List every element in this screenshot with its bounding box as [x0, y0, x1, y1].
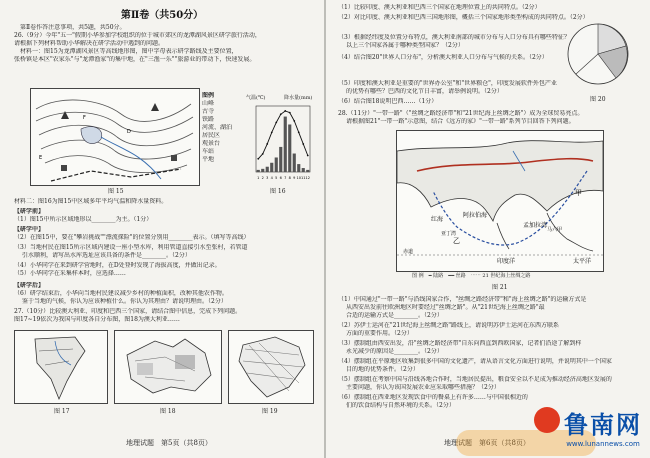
- question-2: （2）在图15中，要在"攀岩挑战""漂流探险"的位置分别用________表示。（填写等高线）: [14, 234, 250, 241]
- question-6b: 鉴于当地的气候，你认为应该种植什么。你认为其理由？请说明理由。（2分）: [22, 298, 227, 305]
- site-logo: [564, 405, 642, 448]
- question-28-5b: 主要问题，你认为该国发展农业应采取哪些措施？（2分）: [346, 384, 500, 391]
- precip-bar: [284, 117, 287, 172]
- legend-title: 图例: [202, 92, 215, 99]
- text-line: 材料一：图15为龙潭湖风景区等高线地形图，图中字母表示研学路线及主要位置，: [20, 48, 238, 55]
- fig15-legend: [202, 92, 242, 164]
- legend-item: 车站: [202, 148, 215, 155]
- logo-icon: [534, 407, 560, 433]
- month-tick-label: 8: [288, 176, 291, 180]
- text-line: （6）结合图18说明巴西……（1分）: [338, 98, 438, 105]
- fig18-caption: 图 18: [160, 408, 176, 415]
- fig16-precip-label: 降水量(mm): [284, 95, 313, 101]
- precip-bar: [275, 157, 278, 172]
- temperature-line: [258, 111, 308, 159]
- month-tick-label: 3: [266, 176, 269, 180]
- question-28-4: （4）摆制组在平原地区收集到很多中国的文化遗产，请从语言文化方面进行说明，并说明其中一个国家: [338, 358, 612, 365]
- fig20-pie-chart: [558, 14, 638, 94]
- text-line: （1）比较印度、澳大利亚和巴西三个国家在地理位置上的共同特点。（2分）: [338, 4, 541, 11]
- fig15-contour-map: [30, 88, 200, 186]
- question-6: （6）研学结束后，小华向当地村民建议减少乡村的种植面积，改种其他农作物。: [14, 290, 228, 297]
- svg-text:D: D: [127, 129, 131, 135]
- map-label: 亚丁湾: [441, 231, 457, 237]
- precip-bar: [288, 124, 291, 172]
- question-28-1: （1）中国通过"一带一路"与沿线国家合作，"丝绸之路经济带"和"海上丝绸之路"的运输方式是: [338, 296, 587, 303]
- month-tick-label: 11: [301, 176, 306, 180]
- text-line: 26.（9分）今年"五一"假期小华参加学校组织的位于城市郊区的龙潭湖风景区研学旅行活动，: [14, 32, 261, 39]
- fig19-brazil-map: [228, 330, 314, 404]
- page-footer: 地理试题 第6页（共8页）: [444, 439, 530, 447]
- map-label: 太平洋: [573, 258, 592, 265]
- map-label: 甲: [575, 189, 582, 197]
- month-tick-label: 5: [275, 176, 278, 180]
- precip-bar: [270, 163, 273, 172]
- fig21-caption: 图 21: [492, 284, 508, 291]
- text-line: （4）结合图20"世界人口分布"，分析澳大利亚人口分布与气候的关系。（2分）: [338, 54, 548, 61]
- logo-url: www.lunannews.com: [566, 440, 640, 448]
- question-28-6: （6）摆制组在西亚地区发现饮食中的餐桌上有许多……与中国很相近的: [338, 394, 528, 401]
- temperature-point: [289, 112, 291, 114]
- fig21-legend: 图 例 ━ 陆路 ━━ 丝路 ⋯⋯ 21 世纪海上丝绸之路: [412, 273, 531, 279]
- legend-item: 古寺: [202, 108, 215, 115]
- question-5: （5）小华同学在采集样本时，应选择……: [14, 270, 126, 277]
- question-28-3: （3）摆制组由西安出发，沿"丝绸之路经济带"自东向西直到西欧国家，记者们沿途了解到样: [338, 340, 582, 347]
- temperature-point: [271, 132, 273, 134]
- text-line: （2）对比印度、澳大利亚和巴西三国地形图，概括三个国家地形类型构成的共同特点。（2分）: [338, 14, 589, 21]
- map-label: 印度洋: [497, 258, 516, 265]
- question-28-3b: 永光减少的原因是________。（2分）: [346, 348, 443, 355]
- section-title: 第Ⅱ卷（共50分）: [120, 10, 204, 21]
- text-line: （3）根据经纬度及位置分布特点，澳大利亚南部的城市分布与人口分布具有哪些特征？: [338, 34, 570, 41]
- month-tick-label: 7: [284, 176, 287, 180]
- question-28-2: （2）苏伊士运河在"21世纪海上丝绸之路"路线上，请说明苏伊士运河在东西方联系: [338, 322, 559, 329]
- month-tick-label: 6: [279, 176, 282, 180]
- fig16-climate-chart: [246, 94, 320, 184]
- text-line: 请根据下列材料帮助小华解决在研学活动中遇到的问题。: [14, 40, 165, 47]
- fig21-belt-road-map: [396, 130, 604, 272]
- question-28-1b: 从西安出发前往欧洲地区时要经过"丝绸之路"。从"21世纪海上丝绸之路"最: [346, 304, 545, 311]
- temperature-point: [307, 155, 309, 157]
- precip-bar: [297, 164, 300, 172]
- study-before-heading: 【研学前】: [14, 208, 45, 215]
- fig17-caption: 图 17: [54, 408, 70, 415]
- legend-item: 平地: [202, 156, 215, 163]
- precip-bar: [279, 147, 282, 172]
- map-label: 阿拉伯海: [463, 212, 488, 219]
- temperature-point: [266, 143, 268, 145]
- month-tick-label: 9: [293, 176, 296, 180]
- temperature-point: [298, 132, 300, 134]
- question-28-1c: 合适的运输方式是________。（2分）: [346, 312, 443, 319]
- precip-bar: [257, 170, 260, 172]
- chart-frame: [256, 106, 310, 172]
- month-tick-label: 10: [296, 176, 301, 180]
- precip-bar: [306, 170, 309, 172]
- map-label: 马六甲: [547, 227, 563, 233]
- temperature-point: [257, 158, 259, 160]
- temperature-point: [293, 120, 295, 122]
- text-line: 以上三个国家各属于哪种类型国家？（2分）: [346, 42, 464, 49]
- temperature-point: [275, 122, 277, 124]
- question-3: （3）当地村民在图15所示区域内建设一座小型水库，利用管道直接引水至张村，若管道: [14, 244, 248, 251]
- fig15-caption: 图 15: [108, 188, 124, 195]
- month-tick-label: 4: [270, 176, 273, 180]
- text-line: 的优势有哪些？巴西的文化节日丰富，请举例说明。（2分）: [346, 88, 503, 95]
- question-28-5: （5）摆制组在考察中国与沿线各地合作时，当地居民提出，粮食安全以不足成为推动经济高地区发展的: [338, 376, 612, 383]
- fig16-temp-label: 气温(℃): [246, 95, 266, 101]
- month-tick-label: 12: [305, 176, 310, 180]
- fig17-india-map: [14, 330, 108, 404]
- temperature-point: [284, 110, 286, 112]
- svg-text:F: F: [83, 115, 86, 121]
- temperature-point: [280, 113, 282, 115]
- logo-name: 鲁南网: [564, 411, 642, 439]
- question-28-4b: 目的地的优势条件。（2分）: [346, 366, 419, 373]
- question-27: 27.（10分）比较澳大利亚、印度和巴西三个国家，请结合图中信息，完成下列问题。: [14, 308, 242, 315]
- map-label: 乙: [453, 237, 460, 245]
- fig20-caption: 图 20: [590, 96, 606, 103]
- month-tick-label: 1: [257, 176, 260, 180]
- study-after-heading: 【研学后】: [14, 282, 45, 289]
- exam-page-left: [0, 0, 324, 458]
- material2: 材料二：图16为图15中区域多年平均气温和降水量资料。: [14, 198, 168, 205]
- question-28b: 请根据图21"一带一路"示意图，结合《远方的家》"一带一路"系列节目回答下列问题。: [346, 118, 575, 125]
- fig18-australia-map: [114, 330, 222, 404]
- precip-bar: [293, 154, 296, 172]
- study-during-heading: 【研学中】: [14, 226, 45, 233]
- exam-page-right: [326, 0, 650, 458]
- fig19-caption: 图 19: [262, 408, 278, 415]
- text-line: 张桥镇是本区"农家乐"与"龙潭渔家"的集中地，在"三渔一乐""旅游业的带动下，快速发展。: [14, 56, 256, 63]
- legend-item: 山峰: [202, 100, 215, 107]
- question-3b: 引水顺利，请写出水库选址应该具备的条件是________。（2分）: [22, 252, 191, 259]
- text-line: （5）印度和澳大利亚是重要的"世界办公室"和"世界粮仓"，印度发展软件外包产业: [338, 80, 557, 87]
- map-label: 孟加拉湾: [523, 222, 548, 229]
- precip-bar: [266, 167, 269, 172]
- precip-bar: [302, 168, 305, 172]
- svg-text:E: E: [39, 155, 43, 161]
- question-28-6b: 们的饮食结构与自然环境的关系。（2分）: [346, 402, 455, 409]
- text-line: 第Ⅱ卷作答注意事项，共5题，共50分。: [20, 24, 126, 31]
- temperature-point: [262, 153, 264, 155]
- question-4: （4）小华同学在来到研学营地时，在D处登时发现了海拔高度，并做出记录。: [14, 262, 221, 269]
- temperature-point: [302, 143, 304, 145]
- legend-item: 观景台: [202, 140, 221, 147]
- map-label: 红海: [431, 216, 444, 223]
- page-footer: 地理试题 第5页（共8页）: [126, 439, 212, 447]
- legend-item: 居民区: [202, 132, 221, 139]
- month-tick-label: 2: [261, 176, 264, 180]
- question-1: （1）图15中所示区域地形以________为主。（1分）: [14, 216, 153, 223]
- question-27b: 图17~19依次为我国与印度各自分布图，图18为澳大利亚……: [14, 316, 180, 323]
- question-28: 28.（11分）"一带一路"（"丝绸之路经济带"和"21世纪海上丝绸之路"）成为全球贸易亮点。: [338, 110, 584, 117]
- question-28-2b: 方面的重要作用。（2分）: [346, 330, 413, 337]
- fig16-caption: 图 16: [270, 188, 286, 195]
- legend-item: 铁路: [202, 116, 215, 123]
- precip-bar: [261, 169, 264, 172]
- map-label: 赤道: [403, 249, 414, 255]
- legend-item: 河流、湖泊: [202, 124, 233, 131]
